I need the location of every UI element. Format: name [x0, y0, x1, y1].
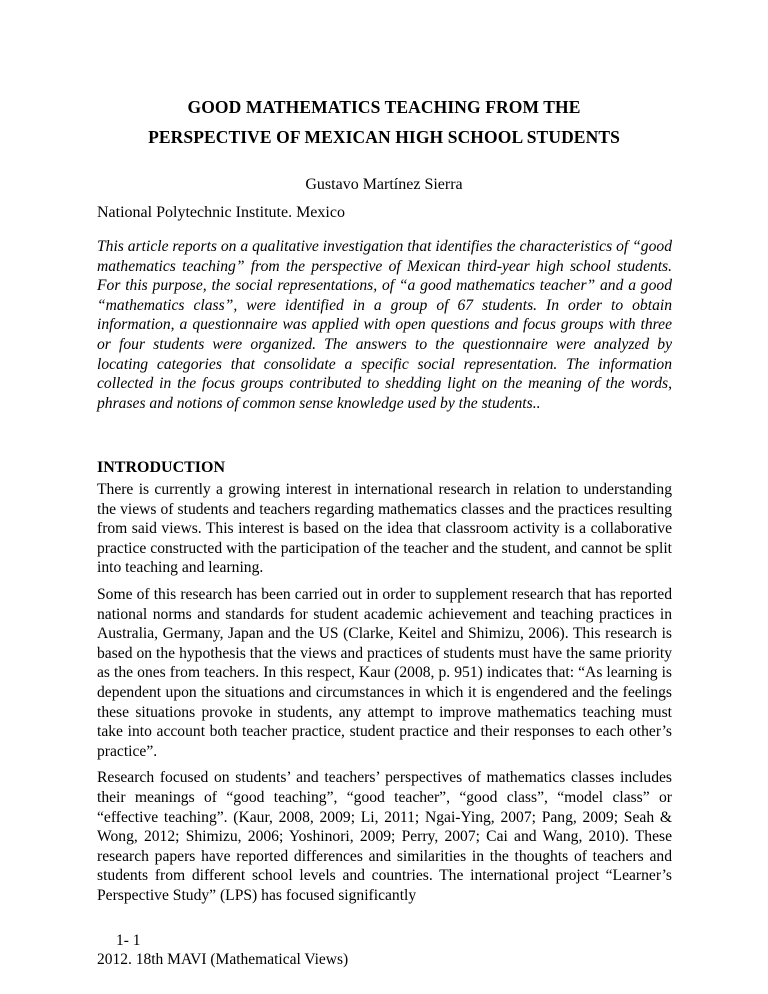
paper-title: [60, 92, 708, 152]
paragraph: Research focused on students’ and teachers’ perspectives of mathematics classes includes their meanings of “good teaching”, “good teacher”, “good class”, “model class” or “effective teaching”. (Kaur, 2008, 2009; Li, 2011; Ngai-Ying, 2007; Pang, 2009; Seah & Wong, 2012; Shimizu, 2006; Yoshinori, 2009; Perry, 2007; Cai and Wang, 2010). These research papers have reported differences and similarities in the thoughts of teachers and students from different school levels and countries. The international project “Learner’s Perspective Study” (LPS) has focused significantly: [97, 769, 672, 904]
page-number: 1- 1: [116, 932, 141, 949]
title-line-2: PERSPECTIVE OF MEXICAN HIGH SCHOOL STUDENTS: [148, 127, 620, 147]
abstract: This article reports on a qualitative investigation that identifies the characteristics of “good mathematics teaching” from the perspective of Mexican third-year high school students. For this purpose, the social representations, of “a good mathematics teacher” and a good “mathematics class”, were identified in a group of 67 students. In order to obtain information, a questionnaire was applied with open questions and focus groups with three or four students were organized. The answers to the questionnaire were analyzed by locating categories that consolidate a specific social representation. The information collected in the focus groups contributed to shedding light on the meaning of the words, phrases and notions of common sense knowledge used by the students..: [97, 238, 672, 412]
title-line-1: GOOD MATHEMATICS TEACHING FROM THE: [187, 97, 581, 117]
author-affiliation: National Polytechnic Institute. Mexico: [97, 204, 345, 221]
paragraph: There is currently a growing interest in international research in relation to understanding the views of students and teachers regarding mathematics classes and the practices resulting from said views. This interest is based on the idea that classroom activity is a collaborative practice constructed with the participation of the teacher and the student, and cannot be split into teaching and learning.: [97, 481, 672, 577]
conference-footer: 2012. 18th MAVI (Mathematical Views): [97, 951, 349, 968]
section-heading-introduction: INTRODUCTION: [97, 459, 226, 476]
paragraph: Some of this research has been carried out in order to supplement research that has reported national norms and standards for student academic achievement and teaching practices in Australia, Germany, Japan and the US (Clarke, Keitel and Shimizu, 2006). This research is based on the hypothesis that the views and practices of students must have the same priority as the ones from teachers. In this respect, Kaur (2008, p. 951) indicates that: “As learning is dependent upon the situations and circumstances in which it is engendered and the feelings these situations provoke in students, any attempt to improve mathematics teaching must take into account both teacher practice, student practice and their responses to each other’s practice”.: [97, 585, 672, 760]
author-name: Gustavo Martínez Sierra: [305, 176, 463, 193]
introduction-body: [97, 480, 672, 912]
